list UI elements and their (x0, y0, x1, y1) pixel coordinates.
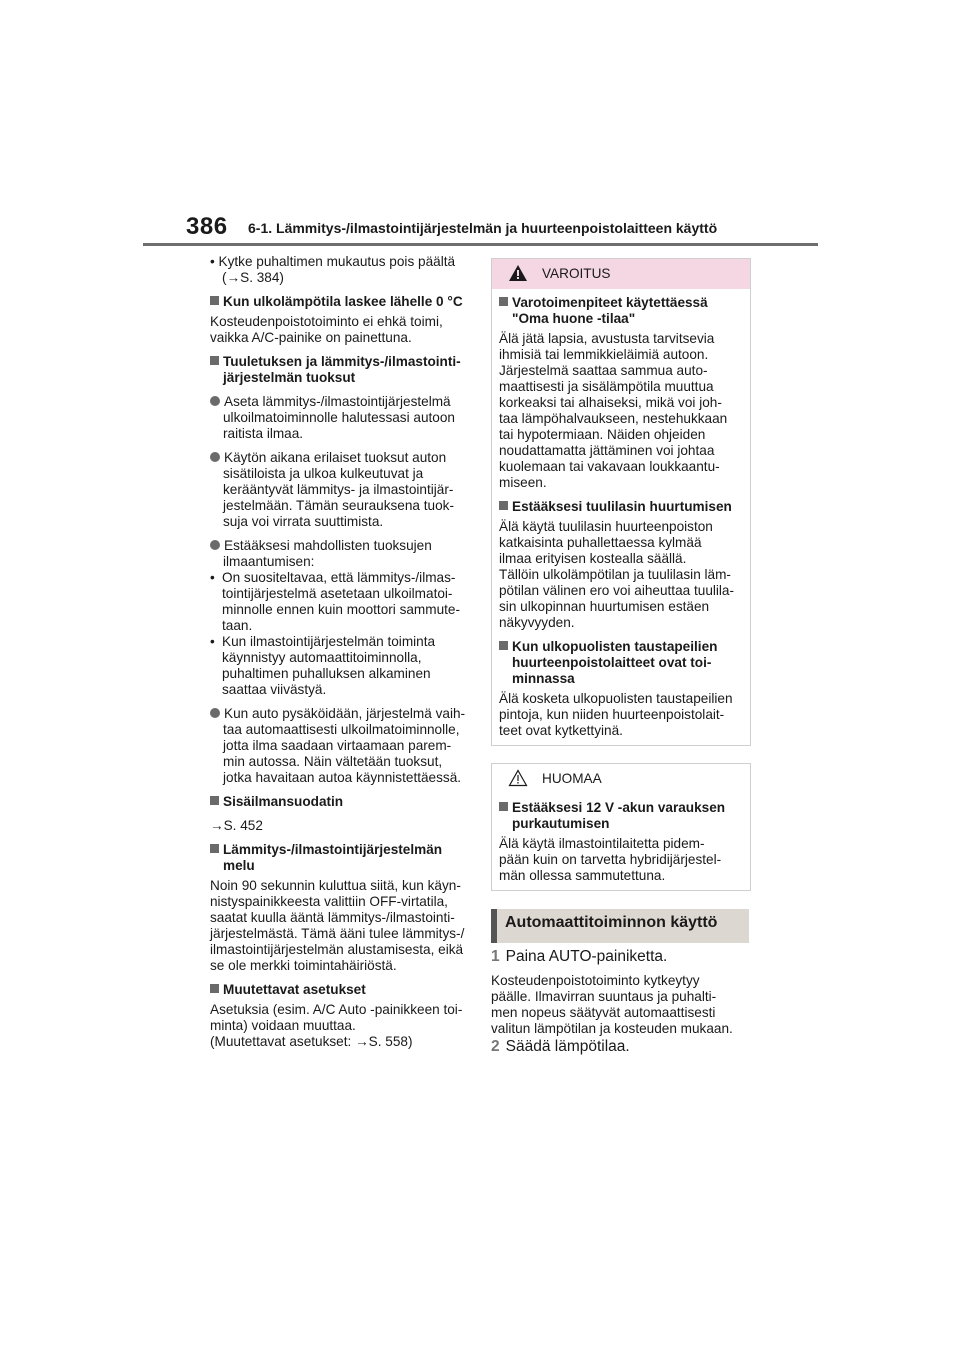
square-bullet-icon (210, 296, 219, 305)
circle-item-prevent-odors: Estääksesi mahdollisten tuoksujen ilmaantumisen: (210, 538, 472, 570)
section-title: Automaattitoiminnon käyttö (505, 914, 718, 931)
step-1: 1 Paina AUTO-painiketta. (491, 948, 668, 965)
step-1-description: Kosteudenpoistotoiminto kytkeytyy päälle. Ilmavirran suuntaus ja puhalti- men nopeus säätyvät automaattisesti valitun lämpötilan ja kosteuden mukaan. (491, 973, 733, 1036)
left-column (210, 254, 472, 1050)
circle-bullet-icon (210, 708, 220, 718)
square-bullet-icon (499, 501, 508, 510)
step-number: 2 (491, 1038, 500, 1055)
circle-bullet-icon (210, 452, 220, 462)
notice-heading-battery: Estääksesi 12 V -akun varauksen purkautumisen (499, 800, 744, 832)
warning-text-mirrors: Älä kosketa ulkopuolisten taustapeilien pintoja, kun niiden huurteenpoistolait- teet ovat kytkettyinä. (499, 691, 733, 738)
square-bullet-icon (210, 356, 219, 365)
warning-title: VAROITUS (542, 266, 611, 281)
square-bullet-icon (210, 984, 219, 993)
right-column (491, 258, 751, 1056)
warning-heading-mirrors: Kun ulkopuolisten taustapeilien huurteenpoistolaitteet ovat toi- minnassa (499, 639, 744, 687)
notice-header (492, 764, 750, 794)
square-bullet-icon (210, 844, 219, 853)
circle-bullet-icon (210, 540, 220, 550)
notice-text-battery: Älä käytä ilmastointilaitetta pidem- pään kuin on tarvetta hybridijärjestel- män ollessa sammutettuna. (499, 836, 722, 883)
warning-triangle-icon (508, 264, 528, 282)
warning-text-windshield: Älä käytä tuulilasin huurteenpoiston katkaisinta puhallettaessa kylmää ilmaa erityisen kostealla säällä. Tällöin ulkolämpötilan ja tuulilasin läm- pötilan välinen ero voi aiheuttaa tuulila- sin ulkopinnan huurtumisen estäen näkyvyyden. (499, 519, 735, 630)
paragraph-settings: Asetuksia (esim. A/C Auto -painikkeen toi- minta) voidaan muuttaa. (Muutettavat asetukset: →S. 558) (210, 1002, 463, 1049)
warning-header (492, 259, 750, 289)
step-number: 1 (491, 948, 500, 965)
section-accent (491, 909, 497, 943)
circle-item-fresh-air: Aseta lämmitys-/ilmastointijärjestelmä ulkoilmatoiminnolle halutessasi autoon raitista ilmaa. (210, 394, 472, 442)
paragraph-outdoor-temp: Kosteudenpoistotoiminto ei ehkä toimi, vaikka A/C-painike on painettuna. (210, 314, 443, 345)
warning-box (491, 258, 751, 746)
warning-heading-windshield: Estääksesi tuulilasin huurtumisen (499, 499, 744, 515)
square-bullet-icon (499, 641, 508, 650)
paragraph-noise: Noin 90 sekunnin kuluttua siitä, kun käyn- nistyspainikkeesta valittiin OFF-virtatila, saatat kuulla ääntä lämmitys-/ilmastointi- järjestelmästä. Tämä ääni tulee lämmitys-/ ilmastointijärjestelmän alustamisesta, eikä se ole merkki toimintahäiriöstä. (210, 878, 465, 973)
heading-settings: Muutettavat asetukset (210, 982, 472, 998)
link-cabin-filter[interactable]: →S. 452 (210, 818, 263, 833)
square-bullet-icon (499, 802, 508, 811)
square-bullet-icon (210, 796, 219, 805)
sub-bullet-outside-air: • On suositeltavaa, että lämmitys-/ilmas- tointijärjestelmä asetetaan ulkoilmatoi- minnolle ennen kuin moottori sammute- taan. (210, 570, 461, 633)
header-rule (143, 243, 818, 246)
sub-bullet-fan-delay: • Kun ilmastointijärjestelmän toiminta käynnistyy automaattitoiminnolla, puhaltimen puhalluksen alkaminen saattaa viivästyä. (210, 634, 436, 697)
heading-noise: Lämmitys-/ilmastointijärjestelmän melu (210, 842, 472, 874)
warning-heading-my-room: Varotoimenpiteet käytettäessä "Oma huone -tilaa" (499, 295, 744, 327)
circle-bullet-icon (210, 396, 220, 406)
circle-item-odors-accumulate: Käytön aikana erilaiset tuoksut auton sisätiloista ja ulkoa kulkeutuvat ja kerääntyvät lämmitys- ja ilmastointijär- jestelmään. Tämän seurauksena tuok- suja voi virrata suuttimista. (210, 450, 472, 530)
notice-title: HUOMAA (542, 771, 602, 786)
chapter-title: 6-1. Lämmitys-/ilmastointijärjestelmän ja huurteenpoistolaitteen käyttö (248, 220, 718, 236)
step-2: 2 Säädä lämpötilaa. (491, 1038, 630, 1055)
warning-text-my-room: Älä jätä lapsia, avustusta tarvitsevia ihmisiä tai lemmikkieläimiä autoon. Järjestelmä saattaa sammua auto- maattisesti ja sisälämpötila muuttua korkeaksi tai alhaiseksi, mikä voi joh- taa lämpöhalvaukseen, nestehukkaan tai hypotermiaan. Näiden ohjeiden noudattamatta jättäminen voi johtaa kuolemaan tai vakavaan loukkaantu- miseen. (499, 331, 728, 490)
square-bullet-icon (499, 297, 508, 306)
notice-box (491, 763, 751, 891)
section-heading-bar (491, 909, 749, 943)
caution-triangle-icon (508, 769, 528, 787)
page-number: 386 (186, 213, 228, 240)
heading-outdoor-temp: Kun ulkolämpötila laskee lähelle 0 °C (210, 294, 472, 310)
heading-cabin-filter: Sisäilmansuodatin (210, 794, 472, 810)
heading-odors: Tuuletuksen ja lämmitys-/ilmastointi- järjestelmän tuoksut (210, 354, 472, 386)
circle-item-parking: Kun auto pysäköidään, järjestelmä vaih- taa automaattisesti ulkoilmatoiminnolle, jotta ilma saadaan virtaamaan parem- min autossa. Näin vältetään tuoksut, jotka havaitaan autoa käynnistettäessä. (210, 706, 472, 786)
intro-bullet: • Kytke puhaltimen mukautus pois päältä (→S. 384) (210, 254, 456, 285)
